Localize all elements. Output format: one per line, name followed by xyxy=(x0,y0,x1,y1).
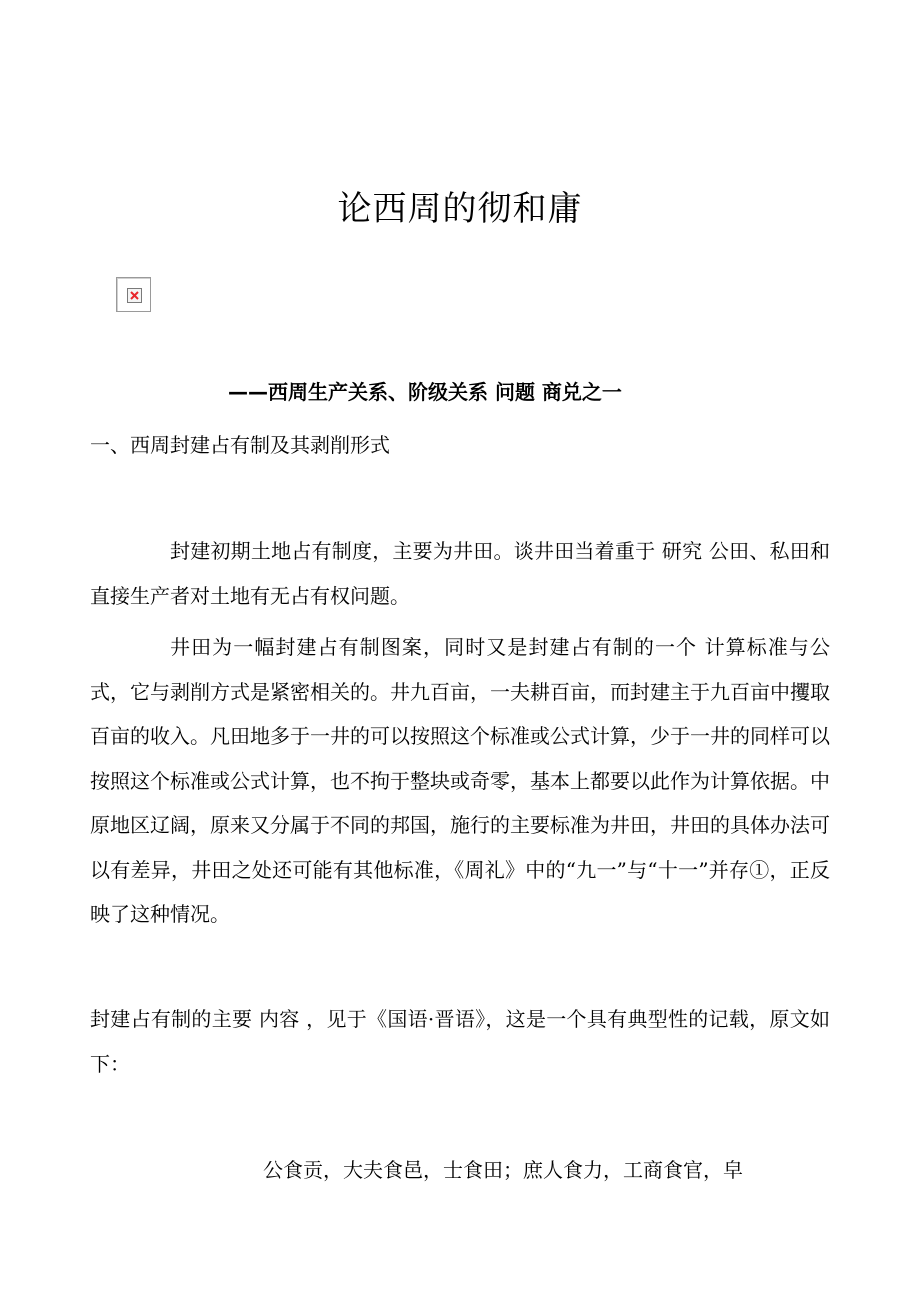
paragraph-1: 封建初期土地占有制度，主要为井田。谈井田当着重于 研究 公田、私田和直接生产者对土地有无占有权问题。 xyxy=(90,539,830,608)
section-heading: 一、西周封建占有制及其剥削形式 xyxy=(90,433,390,457)
document-subtitle: ——西周生产关系、阶级关系 问题 商兑之一 xyxy=(228,380,622,404)
paragraph-2: 井田为一幅封建占有制图案，同时又是封建占有制的一个 计算标准与公式，它与剥削方式是紧密相关的。井九百亩，一夫耕百亩，而封建主于九百亩中攫取百亩的收入。凡田地多于一井的可以按照这个标准或公式计算，少于一井的同样可以按照这个标准或公式计算，也不拘于整块或奇零，基本上都要以此作为计算依据。中原地区辽阔，原来又分属于不同的邦国，施行的主要标准为井田，井田的具体办法可以有差异，井田之处还可能有其他标准，《周礼》中的“九一”与“十一”并存①，正反映了这种情况。 xyxy=(90,635,830,926)
broken-image-icon xyxy=(127,288,142,303)
document-title: 论西周的彻和庸 xyxy=(337,189,583,229)
block-quote: 公食贡，大夫食邑，士食田；庶人食力，工商食官，皁 xyxy=(263,1158,743,1182)
broken-image-placeholder xyxy=(116,277,151,312)
paragraph-3: 封建占有制的主要 内容 ，见于《国语·晋语》，这是一个具有典型性的记载，原文如下： xyxy=(90,1007,830,1076)
